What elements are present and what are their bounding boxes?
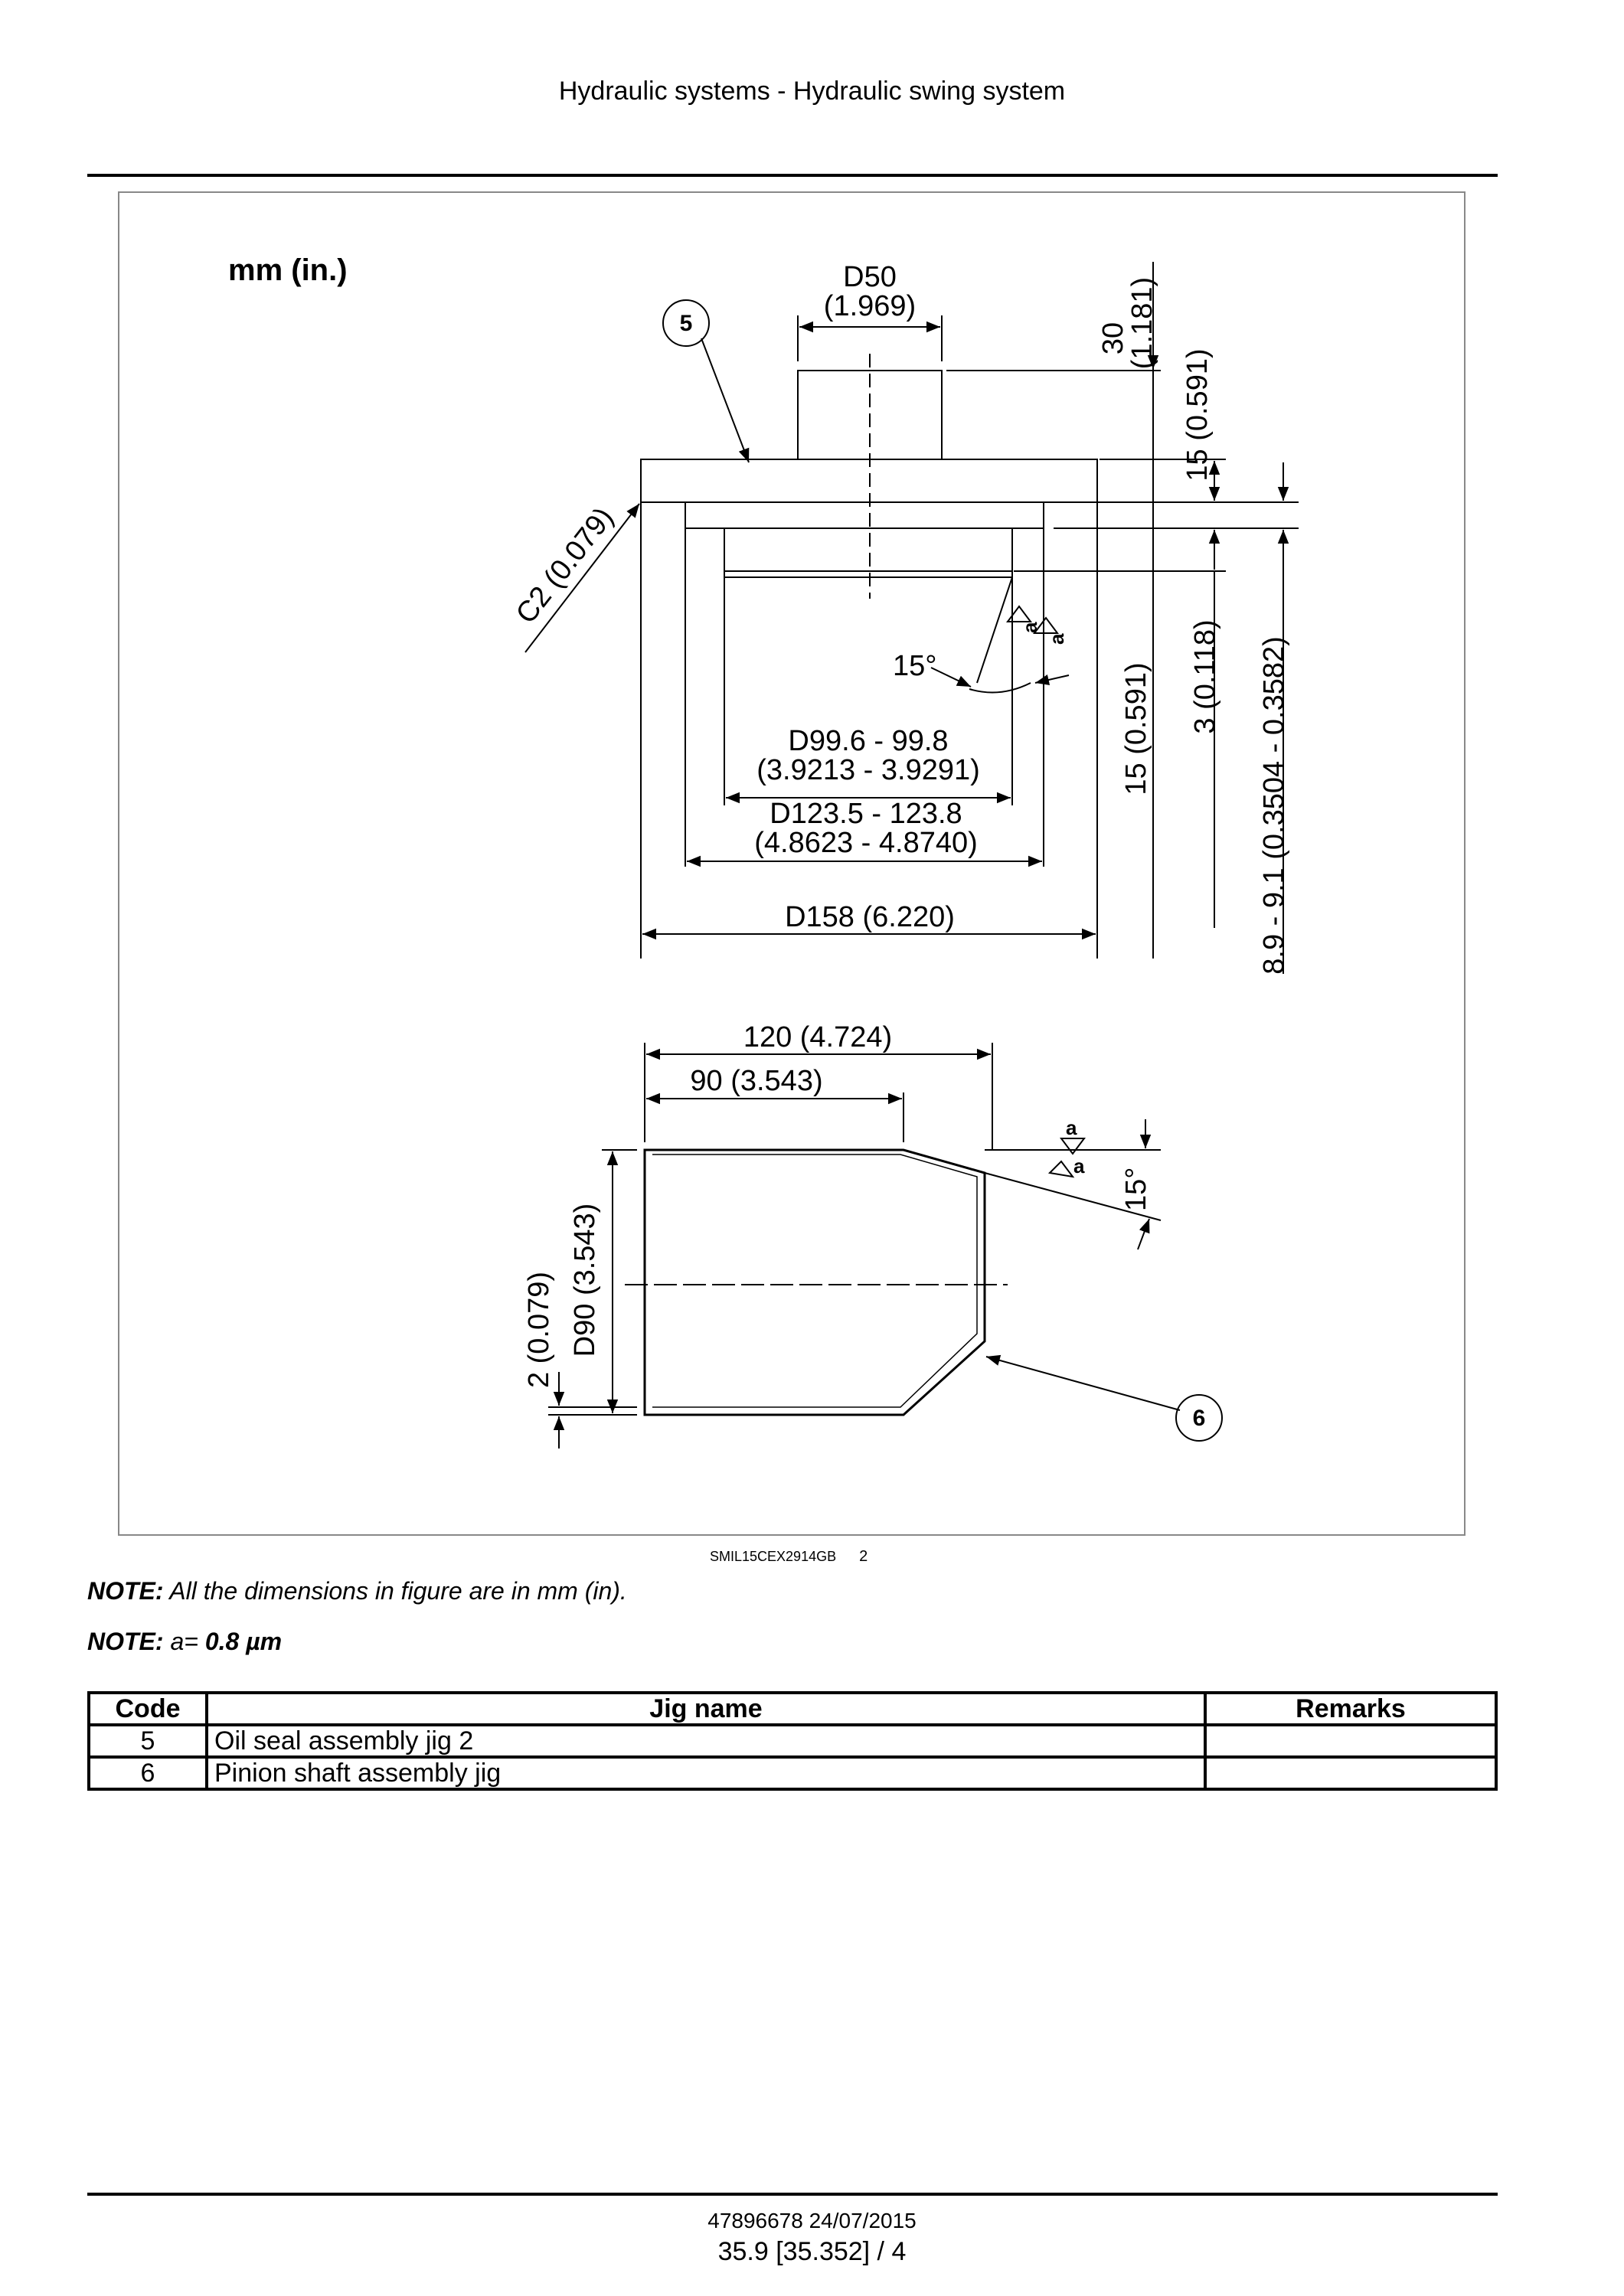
page-header-title: Hydraulic systems - Hydraulic swing system	[558, 77, 1066, 106]
table-row	[89, 1757, 1496, 1789]
dim-d50: D50	[843, 261, 897, 293]
dim-d50-in: (1.969)	[823, 290, 917, 322]
roughness-a-2: a	[1045, 633, 1068, 645]
roughness-a-3: a	[1066, 1116, 1077, 1139]
dim-d1235-in: (4.8623 - 4.8740)	[754, 827, 978, 859]
units-label: mm (in.)	[228, 253, 348, 287]
dim-d996: D99.6 - 99.8	[788, 725, 949, 757]
cell-remarks	[1205, 1757, 1496, 1789]
dim-d90: D90 (3.543)	[569, 1203, 601, 1357]
dim-30-in: (1.181)	[1126, 276, 1158, 370]
dim-15-top: 15 (0.591)	[1181, 348, 1214, 482]
note-2	[87, 1628, 282, 1656]
technical-drawing	[118, 191, 1466, 1536]
dim-120: 120 (4.724)	[743, 1021, 893, 1053]
cell-code: 5	[89, 1725, 207, 1757]
note-1	[87, 1577, 627, 1605]
dim-d1235: D123.5 - 123.8	[770, 798, 962, 830]
dim-90: 90 (3.543)	[690, 1065, 823, 1097]
dim-30: 30	[1097, 322, 1129, 355]
dim-2: 2 (0.079)	[523, 1271, 555, 1389]
note-1-label: NOTE:	[87, 1577, 164, 1605]
figure-number: 2	[859, 1548, 868, 1565]
callout-5: 5	[679, 311, 693, 336]
dim-d996-in: (3.9213 - 3.9291)	[756, 754, 980, 786]
dim-c2: C2 (0.079)	[509, 501, 620, 630]
dim-d158: D158 (6.220)	[785, 901, 955, 933]
figure-caption	[710, 1548, 868, 1566]
note-2-value: 0.8 µm	[204, 1628, 283, 1655]
angle-15-bottom: 15°	[1120, 1167, 1152, 1211]
note-2-label: NOTE:	[87, 1628, 164, 1655]
note-1-text: All the dimensions in figure are in mm (in).	[163, 1577, 627, 1605]
jig-table	[87, 1691, 1498, 1791]
dim-3: 3 (0.118)	[1189, 619, 1221, 734]
footer-rule	[87, 2193, 1498, 2196]
roughness-a-1: a	[1018, 622, 1041, 633]
cell-code: 6	[89, 1757, 207, 1789]
column-header-jig-name: Jig name	[207, 1693, 1205, 1725]
header-rule	[87, 174, 1498, 177]
column-header-remarks: Remarks	[1205, 1693, 1496, 1725]
jig5-step1	[685, 502, 1044, 528]
note-2-text: a=	[163, 1628, 205, 1655]
dim-15-lower: 15 (0.591)	[1120, 662, 1152, 795]
dim-89: 8.9 - 9.1 (0.3504 - 0.3582)	[1258, 636, 1290, 975]
roughness-a-4: a	[1073, 1155, 1085, 1177]
cell-jig-name: Pinion shaft assembly jig	[207, 1757, 1205, 1789]
image-code: SMIL15CEX2914GB	[710, 1549, 837, 1564]
callout-6: 6	[1192, 1406, 1206, 1431]
table-row	[89, 1725, 1496, 1757]
angle-15-top: 15°	[893, 650, 937, 682]
footer-doc-ref: 47896678 24/07/2015	[707, 2209, 917, 2232]
cell-remarks	[1205, 1725, 1496, 1757]
footer-page-ref: 35.9 [35.352] / 4	[717, 2237, 907, 2266]
column-header-code: Code	[89, 1693, 207, 1725]
cell-jig-name: Oil seal assembly jig 2	[207, 1725, 1205, 1757]
